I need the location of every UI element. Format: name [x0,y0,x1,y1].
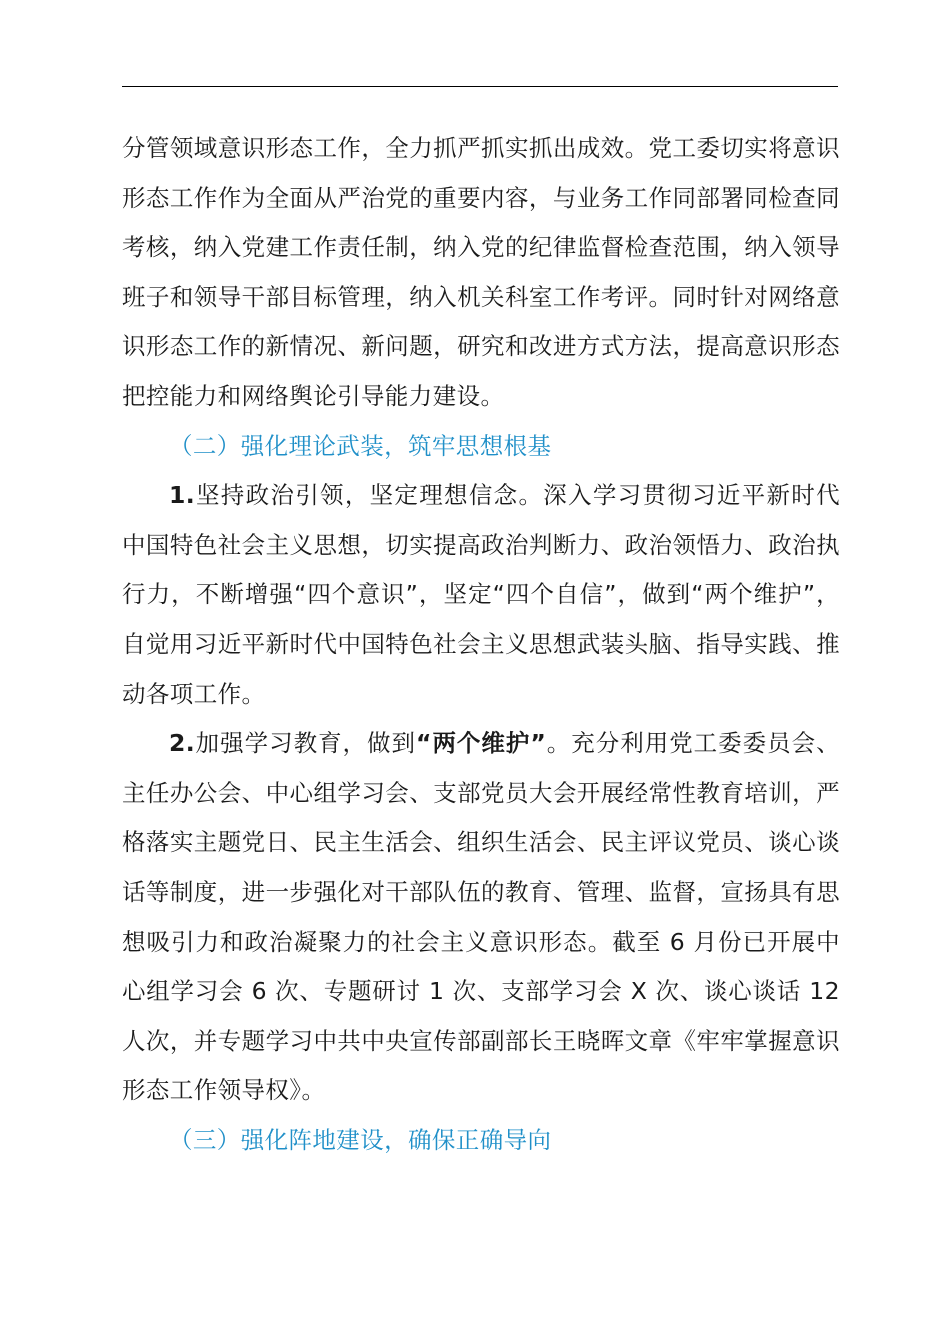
item-text-before: 加强学习教育，做到 [195,729,417,758]
numbered-paragraph-2 [122,719,840,1116]
document-body [122,124,840,1165]
item-text-bold: “两个维护” [416,729,547,758]
item-text: 坚持政治引领，坚定理想信念。深入学习贯彻习近平新时代中国特色社会主义思想，切实提高政治判断力、政治领悟力、政治执行力，不断增强“四个意识”，坚定“四个自信”，做到“两个维护”，自觉用习近平新时代中国特色社会主义思想武装头脑、指导实践、推动各项工作。 [122,481,840,708]
numbered-paragraph-1 [122,471,840,719]
section-heading-2: （二）强化理论武装，筑牢思想根基 [169,431,552,460]
item-number: 1. [169,481,196,510]
body-paragraph: 分管领域意识形态工作，全力抓严抓实抓出成效。党工委切实将意识形态工作作为全面从严治党的重要内容，与业务工作同部署同检查同考核，纳入党建工作责任制，纳入党的纪律监督检查范围，纳入领导班子和领导干部目标管理，纳入机关科室工作考评。同时针对网络意识形态工作的新情况、新问题，研究和改进方式方法，提高意识形态把控能力和网络舆论引导能力建设。 [122,134,840,410]
section-heading-3: （三）强化阵地建设，确保正确导向 [169,1125,552,1154]
item-number: 2. [169,729,196,758]
header-rule [122,86,838,87]
item-text-after: 。充分利用党工委委员会、主任办公会、中心组学习会、支部党员大会开展经常性教育培训，严格落实主题党日、民主生活会、组织生活会、民主评议党员、谈心谈话等制度，进一步强化对干部队伍的教育、管理、监督，宣扬具有思想吸引力和政治凝聚力的社会主义意识形态。截至 6 月份已开展中心组学习会 6 次、专题研讨 1 次、支部学习会 X 次、谈心谈话 12 人次，并专题学习中共中央宣传部副部长王晓晖文章《牢牢掌握意识形态工作领导权》。 [122,729,840,1105]
